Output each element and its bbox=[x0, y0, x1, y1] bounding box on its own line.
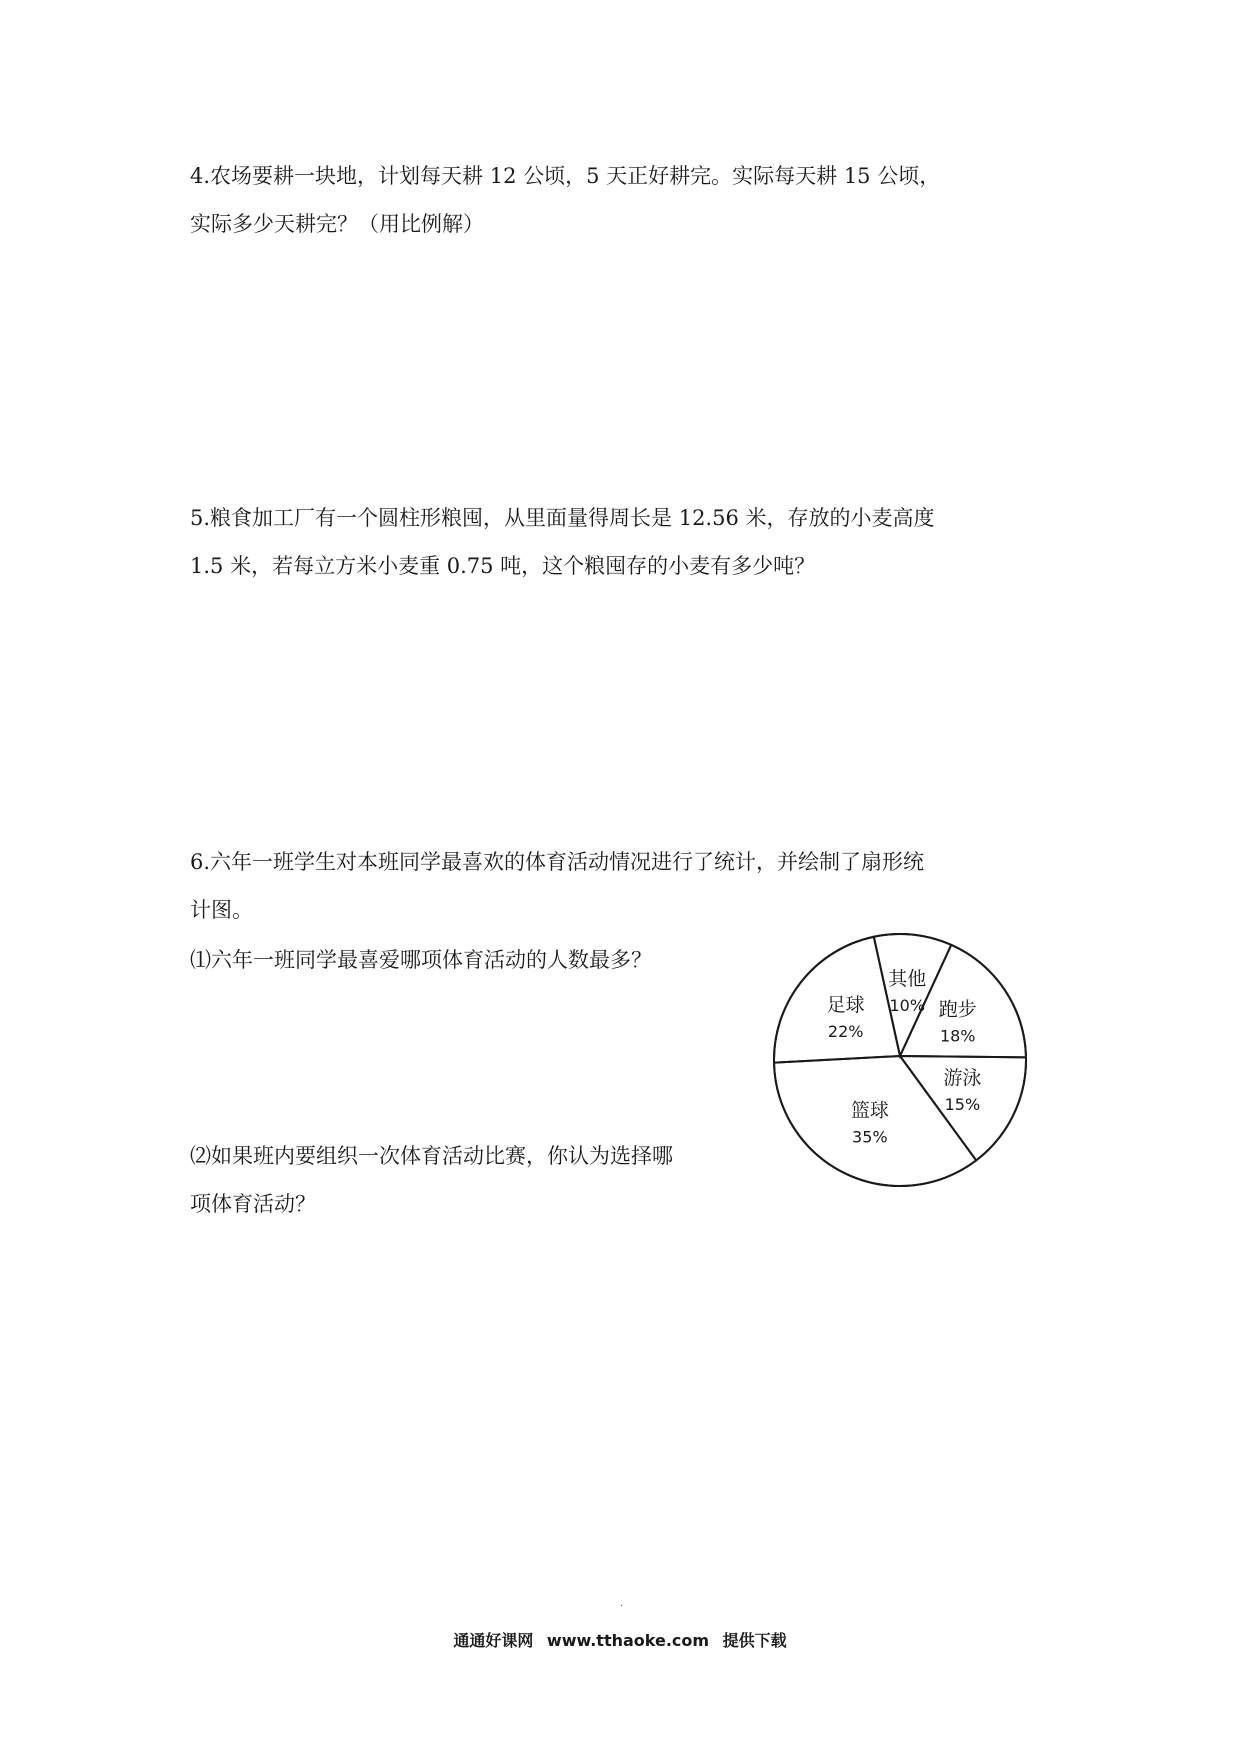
question-6-subquestion-2 bbox=[190, 1132, 673, 1228]
footer-suffix: 提供下载 bbox=[722, 1631, 787, 1650]
sports-pie-chart bbox=[770, 930, 1030, 1190]
page-dot: . bbox=[620, 1598, 624, 1609]
footer-url: www.tthaoke.com bbox=[546, 1631, 710, 1650]
pie-slice-percent-4: 35% bbox=[852, 1127, 888, 1147]
pie-slice-label-1: 其他 bbox=[888, 968, 927, 991]
question-6-subquestion-2-line-2: 项体育活动？ bbox=[190, 1192, 316, 1216]
pie-slice-label-2: 跑步 bbox=[938, 998, 977, 1021]
question-6 bbox=[190, 838, 1070, 934]
pie-slice-percent-2: 18% bbox=[939, 1026, 976, 1046]
pie-slice-percent-3: 15% bbox=[944, 1095, 981, 1115]
pie-slice-label-5: 足球 bbox=[826, 993, 865, 1016]
question-5 bbox=[190, 494, 1070, 590]
question-6-subquestion-1: ⑴六年一班同学最喜爱哪项体育活动的人数最多？ bbox=[190, 948, 652, 972]
footer bbox=[0, 1628, 1240, 1651]
question-5-line-2: 1.5 米，若每立方米小麦重 0.75 吨，这个粮囤存的小麦有多少吨？ bbox=[190, 554, 816, 578]
question-6-line-2: 计图。 bbox=[190, 898, 253, 922]
question-6-subquestion-2-line-1: ⑵如果班内要组织一次体育活动比赛，你认为选择哪 bbox=[190, 1144, 673, 1168]
question-4 bbox=[190, 152, 1070, 248]
question-4-line-2: 实际多少天耕完？（用比例解） bbox=[190, 212, 484, 236]
pie-slice-percent-1: 10% bbox=[889, 996, 926, 1016]
pie-slice-label-3: 游泳 bbox=[943, 1067, 982, 1090]
pie-slice-percent-5: 22% bbox=[827, 1021, 864, 1041]
pie-slice-label-4: 篮球 bbox=[850, 1099, 889, 1122]
question-4-line-1: 4.农场要耕一块地，计划每天耕 12 公顷，5 天正好耕完。实际每天耕 15 公顷， bbox=[190, 164, 941, 188]
question-6-line-1: 6.六年一班学生对本班同学最喜欢的体育活动情况进行了统计，并绘制了扇形统 bbox=[190, 850, 925, 874]
question-5-line-1: 5.粮食加工厂有一个圆柱形粮囤，从里面量得周长是 12.56 米，存放的小麦高度 bbox=[190, 506, 935, 530]
footer-site-name: 通通好课网 bbox=[453, 1631, 534, 1650]
